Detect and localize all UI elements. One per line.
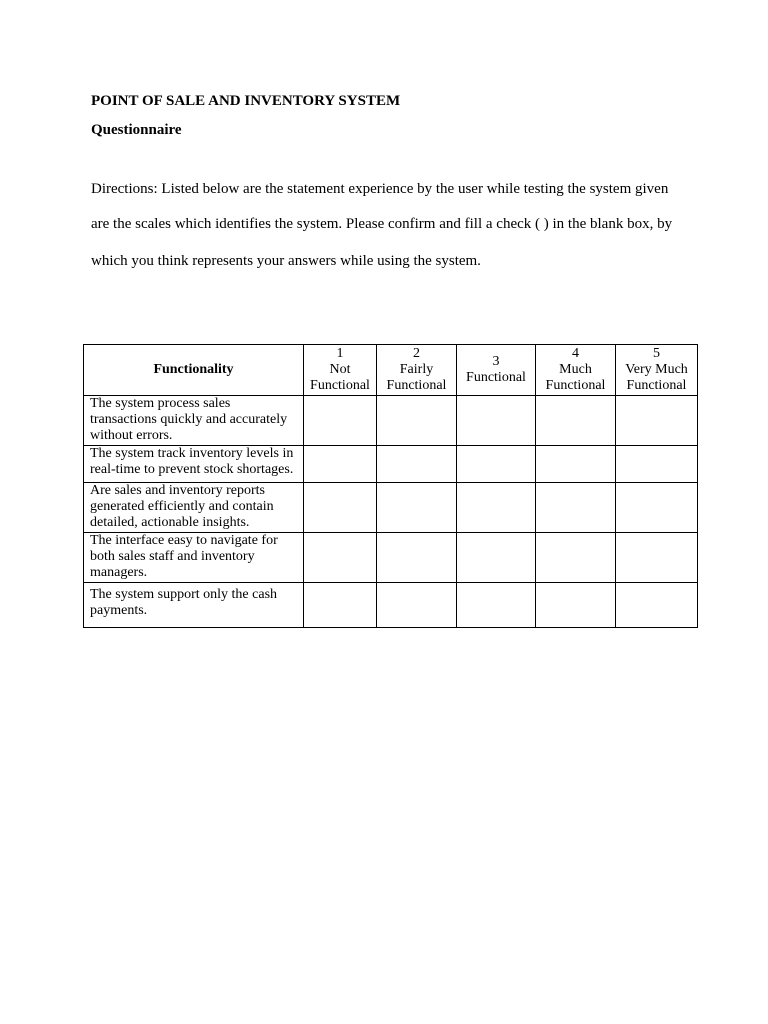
rating-box-5[interactable] (616, 446, 698, 483)
rating-box-1[interactable] (304, 483, 377, 533)
rating-box-3[interactable] (457, 483, 536, 533)
statement-cell: The system process sales transactions quickly and accurately without errors. (84, 396, 304, 446)
directions-line-1: Directions: Listed below are the statement experience by the user while testing the system given (91, 181, 669, 197)
rating-box-5[interactable] (616, 533, 698, 583)
directions-line-2: are the scales which identifies the system. Please confirm and fill a check ( ) in the blank box, by (91, 216, 673, 232)
rating-box-2[interactable] (377, 396, 457, 446)
scale-number: 2 (413, 346, 420, 361)
table-row (84, 583, 698, 628)
statement-cell: The system track inventory levels in real-time to prevent stock shortages. (84, 446, 304, 483)
table-row (84, 533, 698, 583)
rating-box-4[interactable] (536, 583, 616, 628)
rating-box-1[interactable] (304, 396, 377, 446)
scale-header-2 (377, 345, 457, 396)
scale-number: 5 (653, 346, 660, 361)
rating-box-3[interactable] (457, 396, 536, 446)
scale-number: 4 (572, 346, 579, 361)
table-row (84, 483, 698, 533)
scale-number: 3 (492, 354, 500, 369)
rating-box-5[interactable] (616, 583, 698, 628)
rating-box-4[interactable] (536, 396, 616, 446)
rating-box-5[interactable] (616, 483, 698, 533)
rating-box-4[interactable] (536, 446, 616, 483)
statement-cell: Are sales and inventory reports generated efficiently and contain detailed, actionable insights. (84, 483, 304, 533)
rating-box-1[interactable] (304, 583, 377, 628)
directions-line-3: which you think represents your answers while using the system. (91, 253, 481, 269)
scale-header-3 (457, 345, 536, 396)
table-header-row (84, 345, 698, 396)
statement-cell: The interface easy to navigate for both sales staff and inventory managers. (84, 533, 304, 583)
rating-box-1[interactable] (304, 533, 377, 583)
scale-number: 1 (336, 346, 344, 361)
scale-header-5 (616, 345, 698, 396)
rating-box-1[interactable] (304, 446, 377, 483)
scale-label: Much Functional (545, 362, 606, 393)
table-row (84, 396, 698, 446)
rating-box-3[interactable] (457, 583, 536, 628)
rating-box-3[interactable] (457, 533, 536, 583)
rating-table (83, 344, 698, 628)
scale-label: Fairly Functional (386, 362, 447, 393)
rating-box-4[interactable] (536, 533, 616, 583)
rating-box-2[interactable] (377, 583, 457, 628)
scale-label: Very Much Functional (625, 362, 688, 393)
document-title: POINT OF SALE AND INVENTORY SYSTEM (91, 93, 401, 109)
document-subtitle: Questionnaire (91, 122, 182, 138)
rating-box-4[interactable] (536, 483, 616, 533)
scale-label: Functional (466, 370, 526, 385)
rating-box-5[interactable] (616, 396, 698, 446)
table-row (84, 446, 698, 483)
rating-box-2[interactable] (377, 533, 457, 583)
rating-box-2[interactable] (377, 483, 457, 533)
statement-cell: The system support only the cash payments. (84, 583, 304, 628)
scale-header-4 (536, 345, 616, 396)
functionality-header: Functionality (84, 345, 304, 396)
rating-box-2[interactable] (377, 446, 457, 483)
scale-label: Not Functional (310, 362, 370, 393)
scale-header-1 (304, 345, 377, 396)
rating-box-3[interactable] (457, 446, 536, 483)
